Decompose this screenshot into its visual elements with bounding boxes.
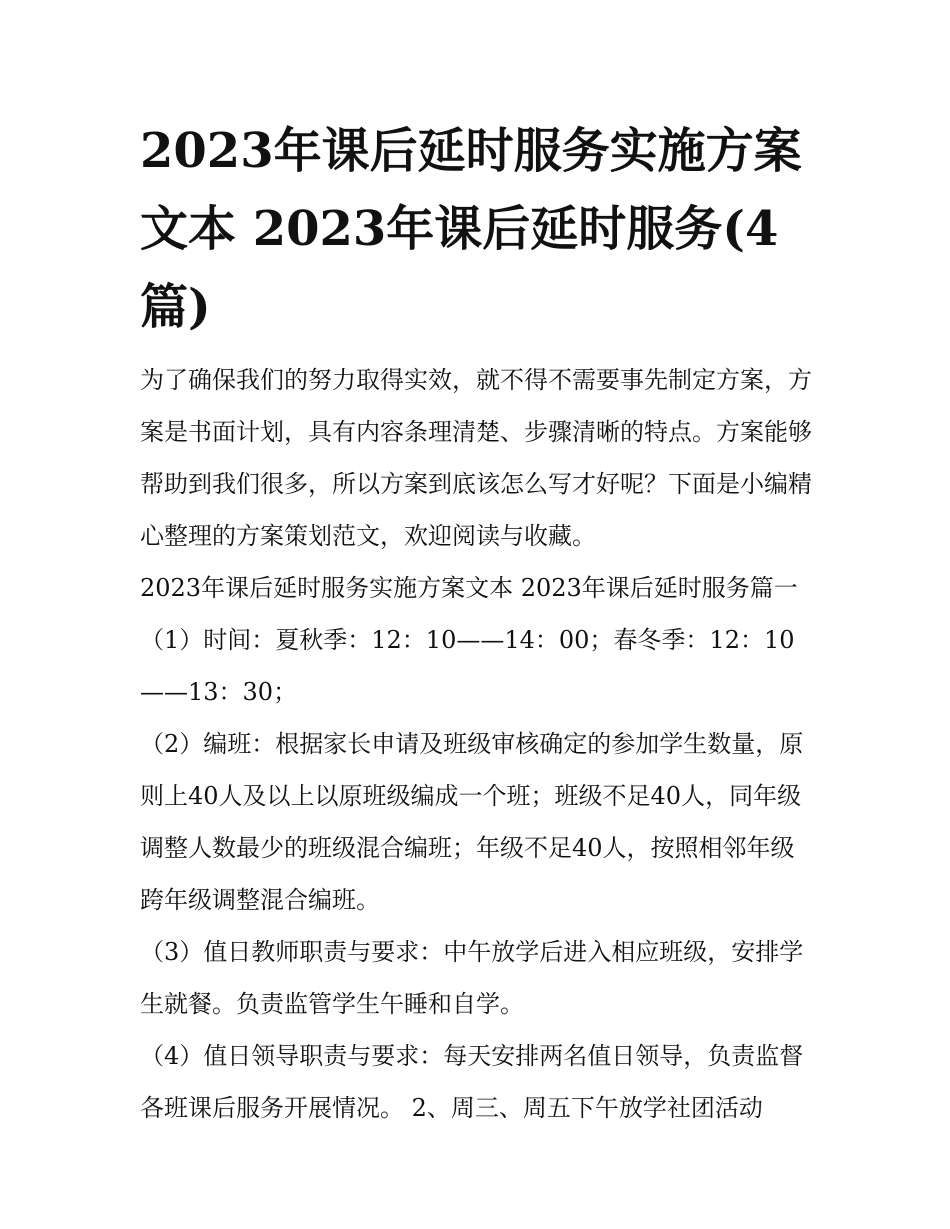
document-body	[140, 354, 816, 1134]
item-teacher-duties: （3）值日教师职责与要求：中午放学后进入相应班级，安排学生就餐。负责监管学生午睡和自学。	[140, 938, 804, 1018]
item-leader-duties: （4）值日领导职责与要求：每天安排两名值日领导，负责监督各班课后服务开展情况。 2、周三、周五下午放学社团活动	[140, 1042, 804, 1122]
item-time: （1）时间：夏秋季：12：10——14：00；春冬季：12：10——13：30；	[140, 626, 795, 706]
section-heading: 2023年课后延时服务实施方案文本 2023年课后延时服务篇一	[140, 574, 798, 602]
item-class-grouping: （2）编班：根据家长申请及班级审核确定的参加学生数量，原则上40人及以上以原班级编成一个班；班级不足40人，同年级调整人数最少的班级混合编班；年级不足40人，按照相邻年级跨年级调整混合编班。	[140, 730, 804, 914]
document-title: 2023年课后延时服务实施方案文本 2023年课后延时服务(4篇)	[140, 123, 802, 335]
intro-paragraph: 为了确保我们的努力取得实效，就不得不需要事先制定方案，方案是书面计划，具有内容条理清楚、步骤清晰的特点。方案能够帮助到我们很多，所以方案到底该怎么写才好呢？下面是小编精心整理的方案策划范文，欢迎阅读与收藏。	[140, 366, 812, 550]
